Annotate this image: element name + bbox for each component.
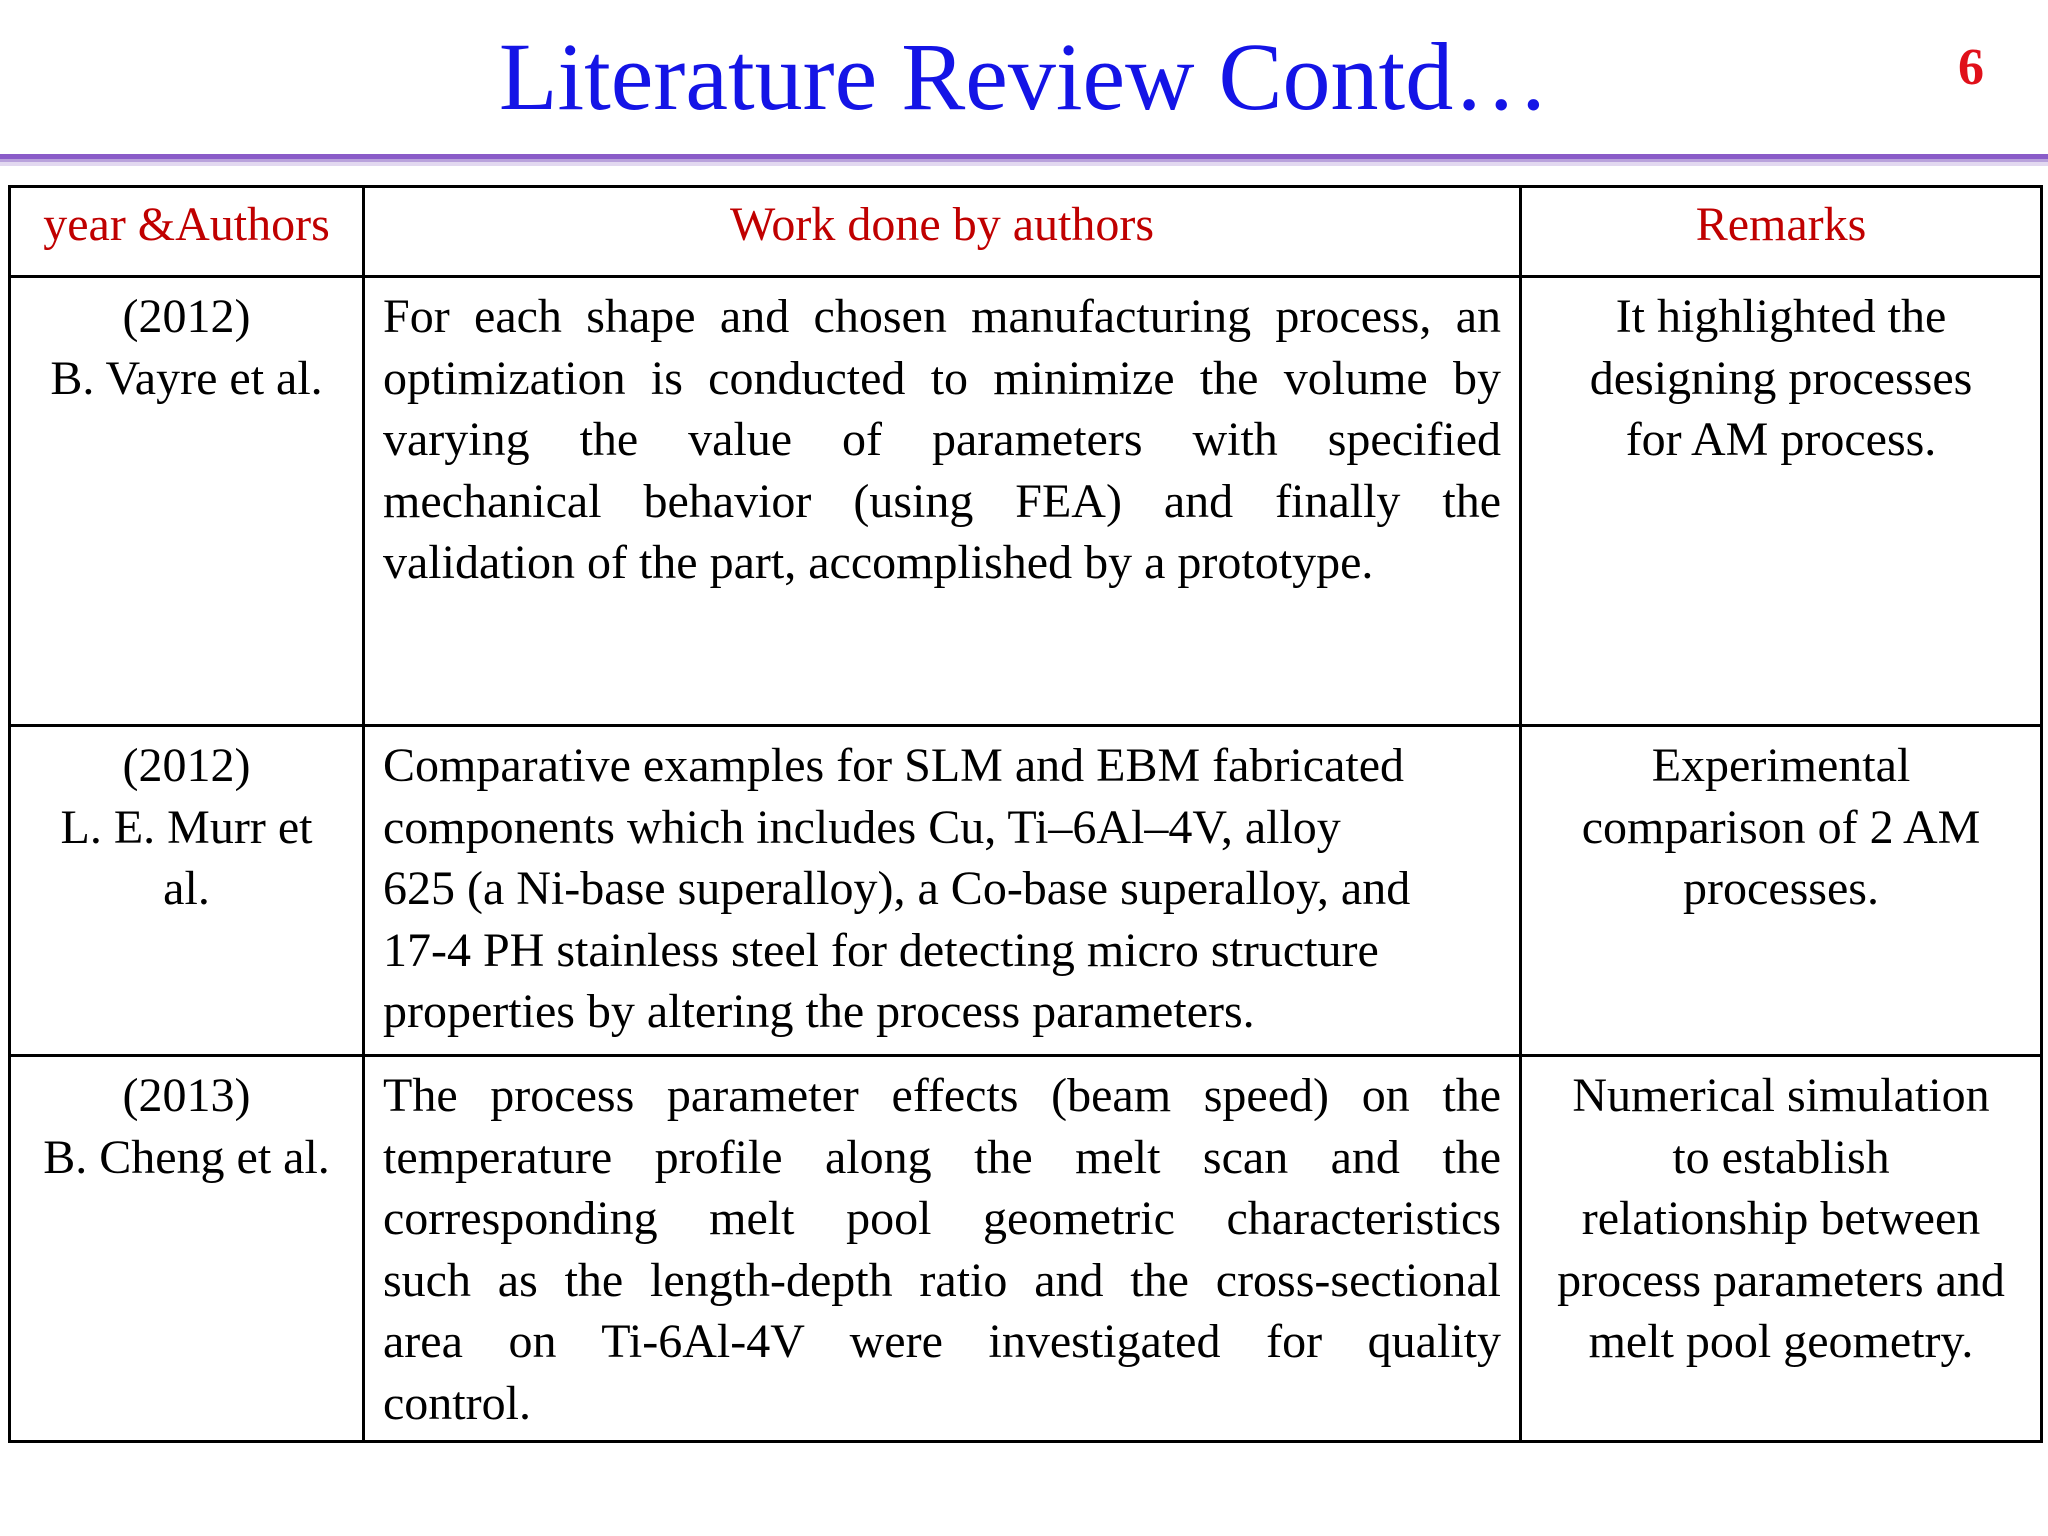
authors-cell bbox=[10, 1056, 364, 1442]
remarks-text-line: process parameters and bbox=[1557, 1253, 2005, 1307]
work-cell bbox=[364, 1056, 1521, 1442]
work-text-line: area on Ti-6Al-4V were investigated for quality bbox=[383, 1315, 1501, 1368]
work-text-line: such as the length-depth ratio and the cross-sectional bbox=[383, 1253, 1501, 1307]
remarks-text-line: relationship between bbox=[1581, 1192, 1981, 1245]
remarks-text-line: comparison of 2 AM bbox=[1581, 800, 1981, 854]
author-text: B. Cheng et al. bbox=[43, 1130, 330, 1184]
title-divider bbox=[0, 154, 2048, 166]
author-text: L. E. Murr et bbox=[60, 800, 313, 854]
header-work-done: Work done by authors bbox=[364, 187, 1521, 277]
year-text: (2012) bbox=[122, 290, 251, 343]
remarks-cell bbox=[1521, 726, 2042, 1056]
work-text-line: properties by altering the process parameters. bbox=[383, 985, 1255, 1038]
table-row bbox=[10, 1056, 2042, 1442]
work-text-line: 625 (a Ni-base superalloy), a Co-base superalloy, and bbox=[383, 862, 1411, 915]
work-text-line: components which includes Cu, Ti–6Al–4V, alloy bbox=[383, 800, 1341, 854]
slide-number: 6 bbox=[1958, 39, 1984, 96]
literature-review-table bbox=[8, 185, 2043, 1443]
year-text: (2013) bbox=[122, 1069, 251, 1122]
remarks-text-line: to establish bbox=[1672, 1130, 1890, 1184]
remarks-text-line: Experimental bbox=[1651, 739, 1911, 792]
work-text-line: For each shape and chosen manufacturing process, an bbox=[383, 290, 1501, 343]
header-remarks: Remarks bbox=[1521, 187, 2042, 277]
work-text-line: Comparative examples for SLM and EBM fabricated bbox=[383, 739, 1405, 792]
table-header-row bbox=[10, 187, 2042, 277]
work-text-line: optimization is conducted to minimize the volume by bbox=[383, 351, 1501, 405]
remarks-cell bbox=[1521, 277, 2042, 726]
header-year-authors: year &Authors bbox=[10, 187, 364, 277]
remarks-cell bbox=[1521, 1056, 2042, 1442]
year-text: (2012) bbox=[122, 739, 251, 792]
work-text-line: The process parameter effects (beam speed) on the bbox=[383, 1069, 1501, 1122]
author-text: B. Vayre et al. bbox=[50, 351, 323, 405]
work-text-line: mechanical behavior (using FEA) and finally the bbox=[383, 474, 1501, 528]
remarks-text-line: melt pool geometry. bbox=[1588, 1315, 1974, 1368]
author-text: al. bbox=[163, 862, 210, 915]
work-text-line: varying the value of parameters with specified bbox=[383, 413, 1501, 466]
remarks-text-line: processes. bbox=[1683, 862, 1879, 915]
remarks-text-line: designing processes bbox=[1589, 351, 1973, 405]
work-cell bbox=[364, 277, 1521, 726]
work-text-line: 17-4 PH stainless steel for detecting micro structure bbox=[383, 923, 1379, 977]
authors-cell bbox=[10, 726, 364, 1056]
table-row bbox=[10, 277, 2042, 726]
work-cell bbox=[364, 726, 1521, 1056]
slide-title: Literature Review Contd… bbox=[498, 23, 1550, 130]
work-text-line: temperature profile along the melt scan and the bbox=[383, 1130, 1501, 1184]
remarks-text-line: for AM process. bbox=[1625, 413, 1937, 466]
work-text-line: control. bbox=[383, 1376, 531, 1430]
authors-cell bbox=[10, 277, 364, 726]
work-text-line: corresponding melt pool geometric characteristics bbox=[383, 1192, 1501, 1245]
work-text-line: validation of the part, accomplished by a prototype. bbox=[383, 536, 1374, 589]
remarks-text-line: Numerical simulation bbox=[1572, 1069, 1990, 1122]
remarks-text-line: It highlighted the bbox=[1615, 290, 1947, 343]
table-row bbox=[10, 726, 2042, 1056]
